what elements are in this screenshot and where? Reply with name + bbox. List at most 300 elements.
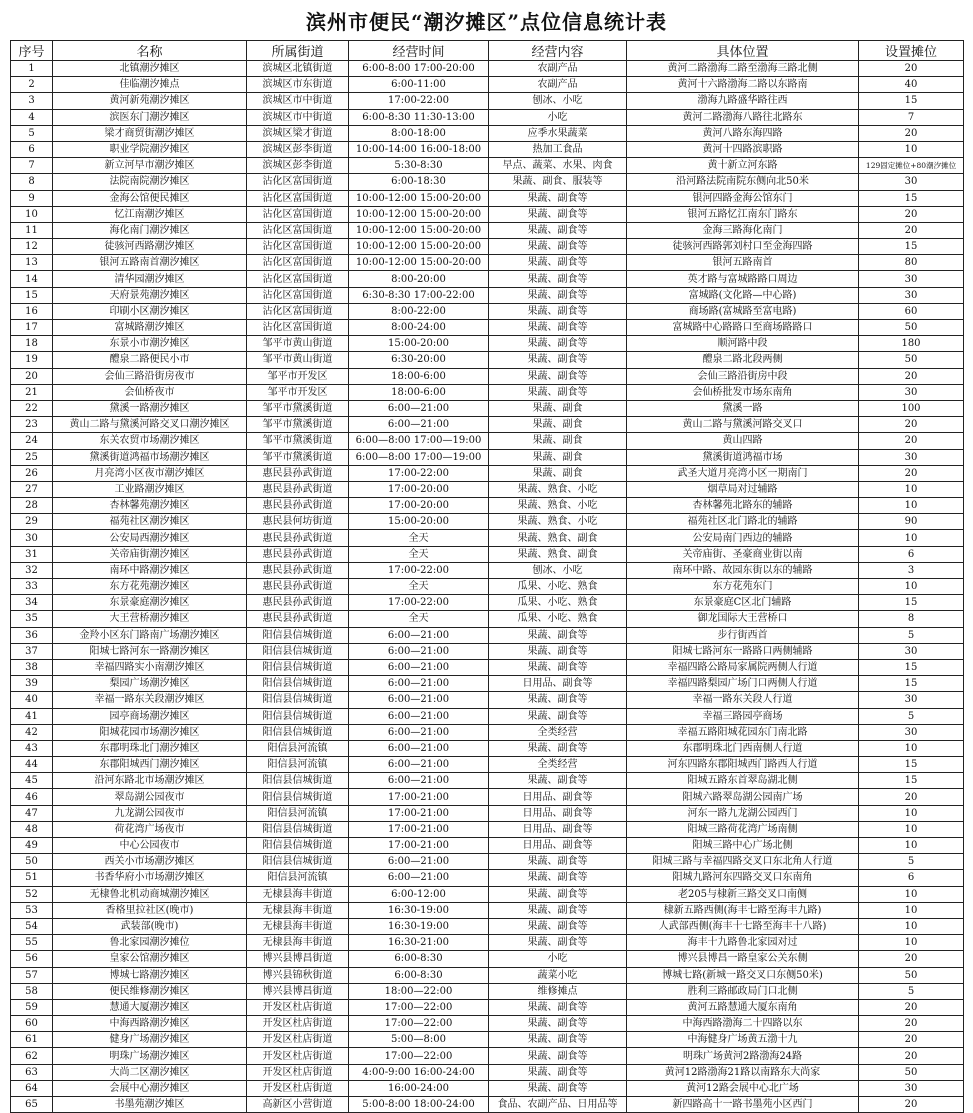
cell-stalls: 20	[859, 951, 964, 967]
cell-hours: 5:00—8:00	[349, 1032, 489, 1048]
cell-name: 书香华府小市场潮汐摊区	[53, 870, 247, 886]
cell-street: 开发区杜店街道	[247, 1080, 349, 1096]
cell-hours: 17:00-21:00	[349, 789, 489, 805]
cell-street: 沾化区富国街道	[247, 206, 349, 222]
cell-stalls: 6	[859, 546, 964, 562]
cell-hours: 18:00-6:00	[349, 384, 489, 400]
table-row	[11, 838, 964, 854]
cell-name: 无棣鲁北机动商城潮汐摊区	[53, 886, 247, 902]
cell-location: 福苑社区北门路北的辅路	[627, 514, 859, 530]
cell-stalls: 15	[859, 93, 964, 109]
cell-street: 惠民县孙武街道	[247, 611, 349, 627]
cell-name: 月亮湾小区夜市潮汐摊区	[53, 465, 247, 481]
cell-content: 全类经营	[489, 724, 627, 740]
cell-hours: 6:00—21:00	[349, 659, 489, 675]
cell-stalls: 129固定摊位+80潮汐摊位	[859, 158, 964, 174]
table-body	[11, 61, 964, 1113]
cell-hours: 6:00-8:30	[349, 967, 489, 983]
cell-index: 37	[11, 643, 53, 659]
header-name: 名称	[53, 41, 247, 61]
cell-stalls: 20	[859, 61, 964, 77]
cell-index: 4	[11, 109, 53, 125]
cell-content: 果蔬、副食等	[489, 384, 627, 400]
table-row	[11, 352, 964, 368]
header-hours: 经营时间	[349, 41, 489, 61]
cell-hours: 16:30-19:00	[349, 902, 489, 918]
cell-stalls: 20	[859, 417, 964, 433]
cell-street: 开发区杜店街道	[247, 1064, 349, 1080]
cell-location: 棣新五路西侧(海丰七路至海丰九路)	[627, 902, 859, 918]
cell-name: 醴泉二路便民小市	[53, 352, 247, 368]
cell-hours: 10:00-12:00 15:00-20:00	[349, 190, 489, 206]
cell-content: 果蔬、副食等	[489, 222, 627, 238]
cell-name: 鲁北家园潮汐摊位	[53, 935, 247, 951]
cell-street: 阳信县信城街道	[247, 821, 349, 837]
table-row	[11, 773, 964, 789]
cell-stalls: 15	[859, 757, 964, 773]
cell-location: 幸福五路阳城花园东门南北路	[627, 724, 859, 740]
cell-index: 24	[11, 433, 53, 449]
table-row	[11, 983, 964, 999]
cell-stalls: 30	[859, 174, 964, 190]
table-row	[11, 935, 964, 951]
cell-stalls: 15	[859, 190, 964, 206]
cell-name: 黛溪街道鸿福市场潮汐摊区	[53, 449, 247, 465]
header-street: 所属街道	[247, 41, 349, 61]
table-row	[11, 627, 964, 643]
cell-stalls: 10	[859, 481, 964, 497]
cell-name: 南环中路潮汐摊区	[53, 562, 247, 578]
cell-street: 阳信县信城街道	[247, 627, 349, 643]
cell-street: 阳信县河流镇	[247, 805, 349, 821]
cell-content: 果蔬、副食等	[489, 659, 627, 675]
cell-content: 果蔬、副食	[489, 417, 627, 433]
cell-hours: 17:00-21:00	[349, 838, 489, 854]
cell-location: 公安局南门西边的辅路	[627, 530, 859, 546]
cell-name: 会展中心潮汐摊区	[53, 1080, 247, 1096]
cell-hours: 6:00—21:00	[349, 724, 489, 740]
cell-location: 东景豪庭C区北门辅路	[627, 595, 859, 611]
cell-location: 金海三路海化南门	[627, 222, 859, 238]
cell-location: 关帝庙街、圣豪商业街以南	[627, 546, 859, 562]
cell-name: 东景小市潮汐摊区	[53, 336, 247, 352]
cell-content: 果蔬、副食等	[489, 643, 627, 659]
cell-stalls: 8	[859, 611, 964, 627]
cell-content: 日用品、副食等	[489, 805, 627, 821]
cell-hours: 17:00-20:00	[349, 498, 489, 514]
cell-street: 阳信县信城街道	[247, 643, 349, 659]
table-row	[11, 141, 964, 157]
cell-stalls: 30	[859, 449, 964, 465]
cell-stalls: 90	[859, 514, 964, 530]
cell-index: 2	[11, 77, 53, 93]
cell-name: 东郡明珠北门潮汐摊区	[53, 740, 247, 756]
table-row	[11, 886, 964, 902]
cell-content: 热加工食品	[489, 141, 627, 157]
cell-street: 阳信县信城街道	[247, 676, 349, 692]
cell-index: 9	[11, 190, 53, 206]
cell-name: 会仙桥夜市	[53, 384, 247, 400]
cell-name: 幸福四路实小南潮汐摊区	[53, 659, 247, 675]
cell-index: 54	[11, 918, 53, 934]
cell-street: 阳信县信城街道	[247, 692, 349, 708]
cell-street: 阳信县信城街道	[247, 659, 349, 675]
cell-stalls: 10	[859, 530, 964, 546]
cell-street: 惠民县孙武街道	[247, 498, 349, 514]
cell-content: 瓜果、小吃、熟食	[489, 595, 627, 611]
table-row	[11, 1032, 964, 1048]
cell-street: 沾化区富国街道	[247, 222, 349, 238]
table-row	[11, 174, 964, 190]
cell-name: 园亭商场潮汐摊区	[53, 708, 247, 724]
cell-index: 38	[11, 659, 53, 675]
cell-index: 14	[11, 271, 53, 287]
cell-street: 惠民县孙武街道	[247, 579, 349, 595]
cell-street: 滨城区北镇街道	[247, 61, 349, 77]
table-row	[11, 449, 964, 465]
cell-name: 佳临潮汐摊点	[53, 77, 247, 93]
cell-location: 商场路(富城路至富电路)	[627, 303, 859, 319]
cell-name: 香格里拉社区(晚市)	[53, 902, 247, 918]
cell-content: 果蔬、副食等	[489, 352, 627, 368]
cell-location: 幸福一路东关段人行道	[627, 692, 859, 708]
cell-street: 阳信县信城街道	[247, 724, 349, 740]
cell-street: 滨城区市中街道	[247, 93, 349, 109]
cell-stalls: 20	[859, 125, 964, 141]
cell-hours: 17:00-21:00	[349, 805, 489, 821]
cell-hours: 18:00-6:00	[349, 368, 489, 384]
cell-content: 果蔬、副食等	[489, 303, 627, 319]
cell-stalls: 180	[859, 336, 964, 352]
cell-name: 工业路潮汐摊区	[53, 481, 247, 497]
cell-name: 东郡阳城西门潮汐摊区	[53, 757, 247, 773]
cell-location: 徒骇河西路郭刘村口至金海四路	[627, 239, 859, 255]
cell-name: 黄河新苑潮汐摊区	[53, 93, 247, 109]
cell-hours: 17:00—22:00	[349, 999, 489, 1015]
cell-location: 新四路高十一路书墨苑小区西门	[627, 1097, 859, 1113]
cell-name: 新立河早市潮汐摊区	[53, 158, 247, 174]
cell-street: 滨城区市东街道	[247, 77, 349, 93]
header-content: 经营内容	[489, 41, 627, 61]
cell-content: 果蔬、副食等	[489, 854, 627, 870]
cell-index: 35	[11, 611, 53, 627]
cell-content: 刨冰、小吃	[489, 562, 627, 578]
cell-location: 黄河二路渤海八路往北路东	[627, 109, 859, 125]
table-row	[11, 125, 964, 141]
table-row	[11, 433, 964, 449]
cell-street: 邹平市开发区	[247, 368, 349, 384]
cell-hours: 16:00-24:00	[349, 1080, 489, 1096]
cell-hours: 5:30-8:30	[349, 158, 489, 174]
cell-content: 果蔬、熟食、小吃	[489, 514, 627, 530]
cell-index: 45	[11, 773, 53, 789]
cell-name: 杏林馨苑潮汐摊区	[53, 498, 247, 514]
table-row	[11, 336, 964, 352]
cell-content: 果蔬、副食等	[489, 627, 627, 643]
cell-hours: 6:00—21:00	[349, 870, 489, 886]
cell-location: 黄河12路会展中心北广场	[627, 1080, 859, 1096]
cell-stalls: 3	[859, 562, 964, 578]
table-row	[11, 206, 964, 222]
cell-stalls: 20	[859, 368, 964, 384]
cell-location: 黛溪一路	[627, 400, 859, 416]
cell-content: 果蔬、副食等	[489, 886, 627, 902]
cell-content: 日用品、副食等	[489, 789, 627, 805]
cell-location: 杏林馨苑北路东的辅路	[627, 498, 859, 514]
cell-content: 果蔬、副食等	[489, 368, 627, 384]
cell-hours: 6:00—21:00	[349, 854, 489, 870]
cell-name: 法院南院潮汐摊区	[53, 174, 247, 190]
cell-stalls: 60	[859, 303, 964, 319]
table-row	[11, 821, 964, 837]
header-location: 具体位置	[627, 41, 859, 61]
cell-stalls: 50	[859, 1064, 964, 1080]
cell-location: 海丰十九路鲁北家园对过	[627, 935, 859, 951]
cell-stalls: 30	[859, 692, 964, 708]
cell-name: 荷花湾广场夜市	[53, 821, 247, 837]
table-row	[11, 902, 964, 918]
cell-street: 沾化区富国街道	[247, 303, 349, 319]
table-row	[11, 1048, 964, 1064]
cell-stalls: 50	[859, 352, 964, 368]
cell-stalls: 10	[859, 821, 964, 837]
cell-name: 海化南门潮汐摊区	[53, 222, 247, 238]
table-row	[11, 514, 964, 530]
cell-name: 天府景苑潮汐摊区	[53, 287, 247, 303]
table-row	[11, 498, 964, 514]
cell-name: 明珠广场潮汐摊区	[53, 1048, 247, 1064]
cell-index: 62	[11, 1048, 53, 1064]
cell-content: 果蔬、副食等	[489, 1064, 627, 1080]
cell-index: 39	[11, 676, 53, 692]
cell-street: 无棣县海丰街道	[247, 918, 349, 934]
cell-content: 果蔬、副食等	[489, 999, 627, 1015]
cell-name: 黛溪一路潮汐摊区	[53, 400, 247, 416]
cell-street: 开发区杜店街道	[247, 1032, 349, 1048]
cell-name: 武装部(晚市)	[53, 918, 247, 934]
cell-index: 50	[11, 854, 53, 870]
table-row	[11, 562, 964, 578]
cell-street: 阳信县信城街道	[247, 854, 349, 870]
cell-location: 会仙桥批发市场东南角	[627, 384, 859, 400]
table-row	[11, 692, 964, 708]
cell-stalls: 20	[859, 465, 964, 481]
cell-location: 烟草局对过辅路	[627, 481, 859, 497]
cell-location: 富城路中心路路口至商场路路口	[627, 320, 859, 336]
cell-street: 沾化区富国街道	[247, 239, 349, 255]
cell-street: 沾化区富国街道	[247, 320, 349, 336]
cell-name: 中心公园夜市	[53, 838, 247, 854]
cell-content: 日用品、副食等	[489, 838, 627, 854]
cell-name: 博城七路潮汐摊区	[53, 967, 247, 983]
cell-content: 果蔬、副食等	[489, 239, 627, 255]
cell-index: 30	[11, 530, 53, 546]
cell-name: 书墨苑潮汐摊区	[53, 1097, 247, 1113]
cell-index: 51	[11, 870, 53, 886]
cell-name: 中海西路潮汐摊区	[53, 1016, 247, 1032]
cell-stalls: 20	[859, 433, 964, 449]
cell-content: 果蔬、副食等	[489, 320, 627, 336]
cell-hours: 4:00-9:00 16:00-24:00	[349, 1064, 489, 1080]
cell-content: 果蔬、熟食、小吃	[489, 498, 627, 514]
cell-location: 阳城九路河东四路交叉口东南角	[627, 870, 859, 886]
cell-location: 渤海九路盛华路往西	[627, 93, 859, 109]
cell-street: 阳信县河流镇	[247, 870, 349, 886]
cell-stalls: 20	[859, 222, 964, 238]
cell-stalls: 10	[859, 902, 964, 918]
cell-content: 日用品、副食等	[489, 821, 627, 837]
cell-content: 果蔬、副食等	[489, 1048, 627, 1064]
cell-content: 瓜果、小吃、熟食	[489, 579, 627, 595]
cell-stalls: 20	[859, 206, 964, 222]
cell-location: 幸福四路梨园广场门口两侧人行道	[627, 676, 859, 692]
cell-stalls: 10	[859, 838, 964, 854]
table-row	[11, 854, 964, 870]
cell-name: 银河五路南首潮汐摊区	[53, 255, 247, 271]
cell-name: 黄山二路与黛溪河路交叉口潮汐摊区	[53, 417, 247, 433]
cell-street: 无棣县海丰街道	[247, 886, 349, 902]
table-row	[11, 789, 964, 805]
cell-street: 阳信县信城街道	[247, 708, 349, 724]
cell-stalls: 5	[859, 983, 964, 999]
table-row	[11, 481, 964, 497]
cell-content: 农副产品	[489, 77, 627, 93]
cell-content: 维修摊点	[489, 983, 627, 999]
cell-street: 沾化区富国街道	[247, 190, 349, 206]
cell-name: 阳城花园市场潮汐摊区	[53, 724, 247, 740]
cell-hours: 6:00—21:00	[349, 757, 489, 773]
cell-location: 黄河五路慧通大厦东南角	[627, 999, 859, 1015]
table-row	[11, 724, 964, 740]
cell-index: 48	[11, 821, 53, 837]
cell-index: 32	[11, 562, 53, 578]
cell-name: 九龙湖公园夜市	[53, 805, 247, 821]
cell-content: 果蔬、副食等	[489, 1016, 627, 1032]
cell-street: 邹平市黄山街道	[247, 336, 349, 352]
cell-name: 徒骇河西路潮汐摊区	[53, 239, 247, 255]
table-row	[11, 740, 964, 756]
cell-index: 31	[11, 546, 53, 562]
cell-index: 53	[11, 902, 53, 918]
cell-stalls: 20	[859, 1032, 964, 1048]
cell-street: 开发区杜店街道	[247, 999, 349, 1015]
cell-location: 博兴县博昌一路皇家公关东侧	[627, 951, 859, 967]
cell-hours: 10:00-12:00 15:00-20:00	[349, 239, 489, 255]
cell-hours: 17:00-22:00	[349, 465, 489, 481]
cell-stalls: 80	[859, 255, 964, 271]
table-row	[11, 158, 964, 174]
cell-location: 阳城五路东首翠岛湖北侧	[627, 773, 859, 789]
table-row	[11, 1016, 964, 1032]
cell-stalls: 10	[859, 805, 964, 821]
table-row	[11, 918, 964, 934]
cell-name: 梁才商贸街潮汐摊区	[53, 125, 247, 141]
cell-stalls: 15	[859, 659, 964, 675]
cell-index: 59	[11, 999, 53, 1015]
cell-hours: 8:00-20:00	[349, 271, 489, 287]
cell-index: 64	[11, 1080, 53, 1096]
cell-stalls: 30	[859, 724, 964, 740]
cell-index: 22	[11, 400, 53, 416]
cell-index: 25	[11, 449, 53, 465]
cell-location: 银河五路忆江南东门路东	[627, 206, 859, 222]
cell-name: 金海公馆便民摊区	[53, 190, 247, 206]
cell-street: 沾化区富国街道	[247, 271, 349, 287]
cell-location: 阳城三路荷花湾广场南侧	[627, 821, 859, 837]
cell-index: 63	[11, 1064, 53, 1080]
cell-stalls: 100	[859, 400, 964, 416]
cell-content: 果蔬、副食等	[489, 918, 627, 934]
cell-content: 果蔬、副食	[489, 433, 627, 449]
cell-content: 应季水果蔬菜	[489, 125, 627, 141]
cell-hours: 6:00—21:00	[349, 676, 489, 692]
cell-street: 阳信县信城街道	[247, 838, 349, 854]
cell-content: 果蔬、副食等	[489, 708, 627, 724]
cell-content: 蔬菜小吃	[489, 967, 627, 983]
cell-index: 43	[11, 740, 53, 756]
cell-location: 博城七路(新城一路交叉口东侧50米)	[627, 967, 859, 983]
cell-location: 明珠广场黄河2路渤海24路	[627, 1048, 859, 1064]
cell-street: 惠民县孙武街道	[247, 595, 349, 611]
cell-street: 滨城区彭李街道	[247, 158, 349, 174]
cell-index: 18	[11, 336, 53, 352]
table-row	[11, 61, 964, 77]
cell-content: 日用品、副食等	[489, 676, 627, 692]
table-row	[11, 757, 964, 773]
cell-content: 果蔬、副食	[489, 465, 627, 481]
table-row	[11, 93, 964, 109]
cell-stalls: 5	[859, 627, 964, 643]
cell-name: 北镇潮汐摊区	[53, 61, 247, 77]
cell-name: 便民维修潮汐摊区	[53, 983, 247, 999]
cell-street: 惠民县孙武街道	[247, 562, 349, 578]
table-row	[11, 271, 964, 287]
cell-index: 47	[11, 805, 53, 821]
cell-name: 清华园潮汐摊区	[53, 271, 247, 287]
cell-content: 果蔬、副食等	[489, 206, 627, 222]
cell-stalls: 20	[859, 789, 964, 805]
cell-index: 3	[11, 93, 53, 109]
cell-index: 27	[11, 481, 53, 497]
table-row	[11, 1080, 964, 1096]
cell-index: 42	[11, 724, 53, 740]
cell-content: 果蔬、副食等	[489, 255, 627, 271]
cell-content: 果蔬、熟食、副食	[489, 546, 627, 562]
table-row	[11, 384, 964, 400]
table-row	[11, 805, 964, 821]
cell-content: 刨冰、小吃	[489, 93, 627, 109]
cell-hours: 8:00-24:00	[349, 320, 489, 336]
cell-street: 邹平市黛溪街道	[247, 417, 349, 433]
cell-street: 邹平市开发区	[247, 384, 349, 400]
stalls-table	[10, 40, 964, 1113]
cell-hours: 6:00—21:00	[349, 417, 489, 433]
cell-street: 沾化区富国街道	[247, 287, 349, 303]
cell-index: 6	[11, 141, 53, 157]
table-row	[11, 1064, 964, 1080]
cell-location: 银河四路金海公馆东门	[627, 190, 859, 206]
cell-stalls: 10	[859, 935, 964, 951]
cell-name: 福苑社区潮汐摊区	[53, 514, 247, 530]
cell-street: 无棣县海丰街道	[247, 902, 349, 918]
table-row	[11, 465, 964, 481]
page-title: 滨州市便民“潮汐摊区”点位信息统计表	[305, 10, 667, 34]
cell-content: 果蔬、副食等	[489, 740, 627, 756]
cell-hours: 17:00-22:00	[349, 562, 489, 578]
cell-street: 滨城区梁才街道	[247, 125, 349, 141]
cell-content: 果蔬、副食等	[489, 336, 627, 352]
cell-street: 惠民县孙武街道	[247, 481, 349, 497]
